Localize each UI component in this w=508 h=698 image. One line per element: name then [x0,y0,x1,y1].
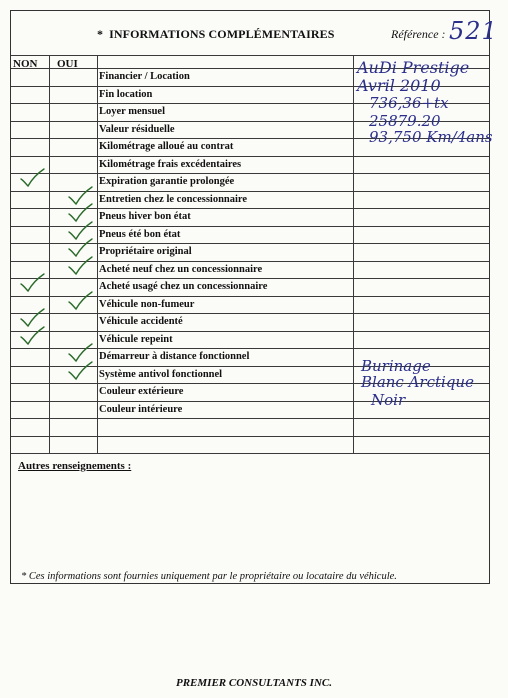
non-checkmark-icon[interactable] [19,327,45,345]
row-label: Pneus été bon état [99,228,181,240]
column-header-non: NON [13,58,38,70]
row-label: Couleur intérieure [99,403,183,415]
form-sheet [10,10,498,584]
row-label: Démarreur à distance fonctionnel [99,351,250,362]
table-rule [11,173,489,174]
handwritten-value: 93,750 Km/4ans [369,128,493,146]
form-title [97,27,334,42]
company-name: PREMIER CONSULTANTS INC. [176,677,332,689]
table-column-rule [353,55,354,453]
table-rule [11,313,489,314]
row-label: Véhicule accidenté [99,316,183,327]
row-label: Pneus hiver bon état [99,211,191,222]
row-label: Véhicule non-fumeur [99,298,195,310]
handwritten-value: AuDi Prestige [357,58,470,77]
handwritten-value: Avril 2010 [357,75,441,95]
table-rule [11,278,489,279]
table-column-rule [49,55,50,453]
table-rule [11,453,489,454]
oui-checkmark-icon[interactable] [67,222,93,240]
non-checkmark-icon[interactable] [19,169,45,187]
column-header-oui: OUI [57,58,78,70]
oui-checkmark-icon[interactable] [67,362,93,380]
row-label: Propriétaire original [99,246,192,257]
row-label: Couleur extérieure [99,386,184,397]
oui-checkmark-icon[interactable] [67,239,93,257]
oui-checkmark-icon[interactable] [67,187,93,205]
handwritten-value: Burinage [361,356,431,375]
oui-checkmark-icon[interactable] [67,257,93,275]
non-checkmark-icon[interactable] [19,274,45,292]
other-info-label: Autres renseignements : [18,460,132,472]
table-rule [11,55,489,56]
handwritten-value: Noir [371,390,406,409]
non-checkmark-icon[interactable] [19,309,45,327]
oui-checkmark-icon[interactable] [67,204,93,222]
reference-label: Référence : [391,27,446,41]
row-label: Kilométrage alloué au contrat [99,141,234,152]
row-label: Acheté neuf chez un concessionnaire [99,263,263,275]
handwritten-value: 25879.20 [369,111,441,130]
title-text: INFORMATIONS COMPLÉMENTAIRES [109,27,335,41]
row-label: Financier / Location [99,71,190,82]
row-label: Acheté usagé chez un concessionnaire [99,281,268,292]
row-label: Valeur résiduelle [99,123,175,135]
form-header [11,11,498,58]
row-label: Fin location [99,88,153,100]
table-rule [11,156,489,157]
row-label: Entretien chez le concessionnaire [99,193,248,205]
row-label: Système antivol fonctionnel [99,368,223,380]
footnote: * Ces informations sont fournies uniquement par le propriétaire ou locataire du véhicule. [21,571,397,582]
row-label: Loyer mensuel [99,106,166,117]
table-column-rule [97,55,98,453]
table-rule [11,401,489,402]
handwritten-value: Blanc Arctique [361,373,474,391]
handwritten-value: 736,36+tx [369,94,449,112]
table-rule [11,436,489,437]
row-label: Expiration garantie prolongée [99,176,235,187]
oui-checkmark-icon[interactable] [67,344,93,362]
row-label: Véhicule repeint [99,333,173,345]
oui-checkmark-icon[interactable] [67,292,93,310]
table-rule [11,418,489,419]
reference-value: 521 [449,17,498,45]
table-rule [11,331,489,332]
title-marker: * [97,27,104,41]
row-label: Kilométrage frais excédentaires [99,158,242,170]
